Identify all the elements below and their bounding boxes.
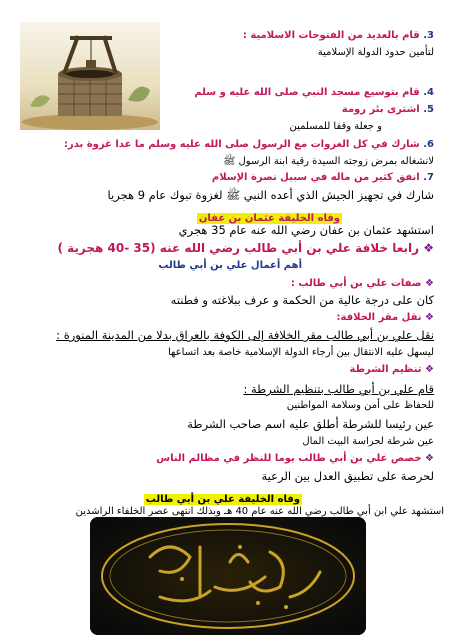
subheading-traits xyxy=(291,278,434,290)
heading-4 xyxy=(194,87,434,99)
heading-text: قام بالعديد من الفتوحات الاسلامية : xyxy=(242,30,420,41)
heading-text: انفق كثير من ماله في سبيل نصرة الإسلام xyxy=(211,172,420,183)
text-line: عين رئيسا للشرطة أطلق عليه اسم صاحب الشرطة xyxy=(187,417,434,431)
bullet-icon: ❖ xyxy=(425,453,434,464)
text-line: لحرصة على تطبيق العدل بين الرعية xyxy=(261,469,434,483)
text-line: لتأمين حدود الدولة الإسلامية xyxy=(317,47,434,58)
well-drawing xyxy=(20,22,160,130)
text-line: استشهد علي ابن أبي طالب رضي الله عنه عام 40 هـ وبذلك انتهى عصر الخلفاء الراشدين xyxy=(75,506,444,517)
heading-number: 3. xyxy=(423,30,434,41)
bullet-icon: ❖ xyxy=(425,278,434,289)
subheading-text: خصص علي بن أبي طالب يوما للنظر في مظالم الناس xyxy=(156,453,422,464)
text-line: ليسهل عليه الانتقال بين أرجاء الدولة الإسلامية خاصة بعد اتساعها xyxy=(167,347,434,358)
subheading-text: صفات علي بن أبي طالب : xyxy=(290,278,422,289)
heading-6 xyxy=(64,139,434,151)
heading-number: 5. xyxy=(423,104,434,115)
subheading-text: تنظيم الشرطة xyxy=(349,364,422,375)
section-title-text: رابعا خلافة علي بن أبي طالب رضي الله عنه (35 -40 هجرية ) xyxy=(57,241,420,255)
heading-7 xyxy=(212,172,434,184)
subheading-police xyxy=(350,364,435,376)
calligraphy-drawing xyxy=(90,517,366,635)
subheading-text: نقل مقر الخلافة: xyxy=(336,312,422,323)
text-line: استشهد عثمان بن عفان رضي الله عنه عام 35 هجري xyxy=(178,223,434,237)
bullet-icon: ❖ xyxy=(425,364,434,375)
well-illustration xyxy=(20,22,160,130)
heading-number: 7. xyxy=(423,172,434,183)
text-line: و جعلة وقفا للمسلمين xyxy=(289,121,382,132)
text-line: كان على درجة عالية من الحكمة و عرف ببلاغته و فطنته xyxy=(170,293,434,307)
subheading-grievances xyxy=(156,453,434,465)
bullet-icon: ❖ xyxy=(423,241,434,255)
heading-text: شارك في كل الغزوات مع الرسول صلى الله عليه وسلم ما عدا غزوة بدر: xyxy=(63,139,420,150)
text-line: للحفاظ على أمن وسلامة المواطنين xyxy=(286,400,434,411)
heading-text: قام بتوسيع مسجد النبي صلى الله عليه و سلم xyxy=(194,87,420,98)
highlight-text: وفاه الخليفة عثمان بن عفان xyxy=(198,213,340,224)
subheading-move-capital xyxy=(337,312,435,324)
heading-text: اشترى بئر رومة xyxy=(341,104,420,115)
heading-3 xyxy=(243,30,434,42)
section-title-ali xyxy=(57,242,434,256)
heading-number: 4. xyxy=(423,87,434,98)
text-line: شارك في تجهيز الجيش الذي أعده النبي ﷺ لغزوة تبوك عام 9 هجريا xyxy=(107,188,434,202)
calligraphy-medallion xyxy=(90,517,366,635)
heading-number: 6. xyxy=(423,139,434,150)
text-line-underlined: قام علي بن أبي طالب بتنظيم الشرطة : xyxy=(243,382,434,396)
text-line-underlined: نقل علي بن أبي طالب مقر الخلافة إلى الكوفة بالعراق بدلا من المدينة المنورة : xyxy=(56,328,434,342)
heading-5 xyxy=(342,104,434,116)
subheading-ali-works: أهم أعمال علي بن أبي طالب xyxy=(158,260,302,271)
text-line: لانشغاله بمرض زوجته السيدة رقية ابنة الرسول ﷺ xyxy=(223,156,434,167)
highlight-death-ali xyxy=(144,488,302,506)
text-line: عين شرطة لحراسة البيت المال xyxy=(302,436,434,447)
highlight-text: وفاه الخليفة علي بن أبي طالب xyxy=(145,494,300,505)
bullet-icon: ❖ xyxy=(425,312,434,323)
